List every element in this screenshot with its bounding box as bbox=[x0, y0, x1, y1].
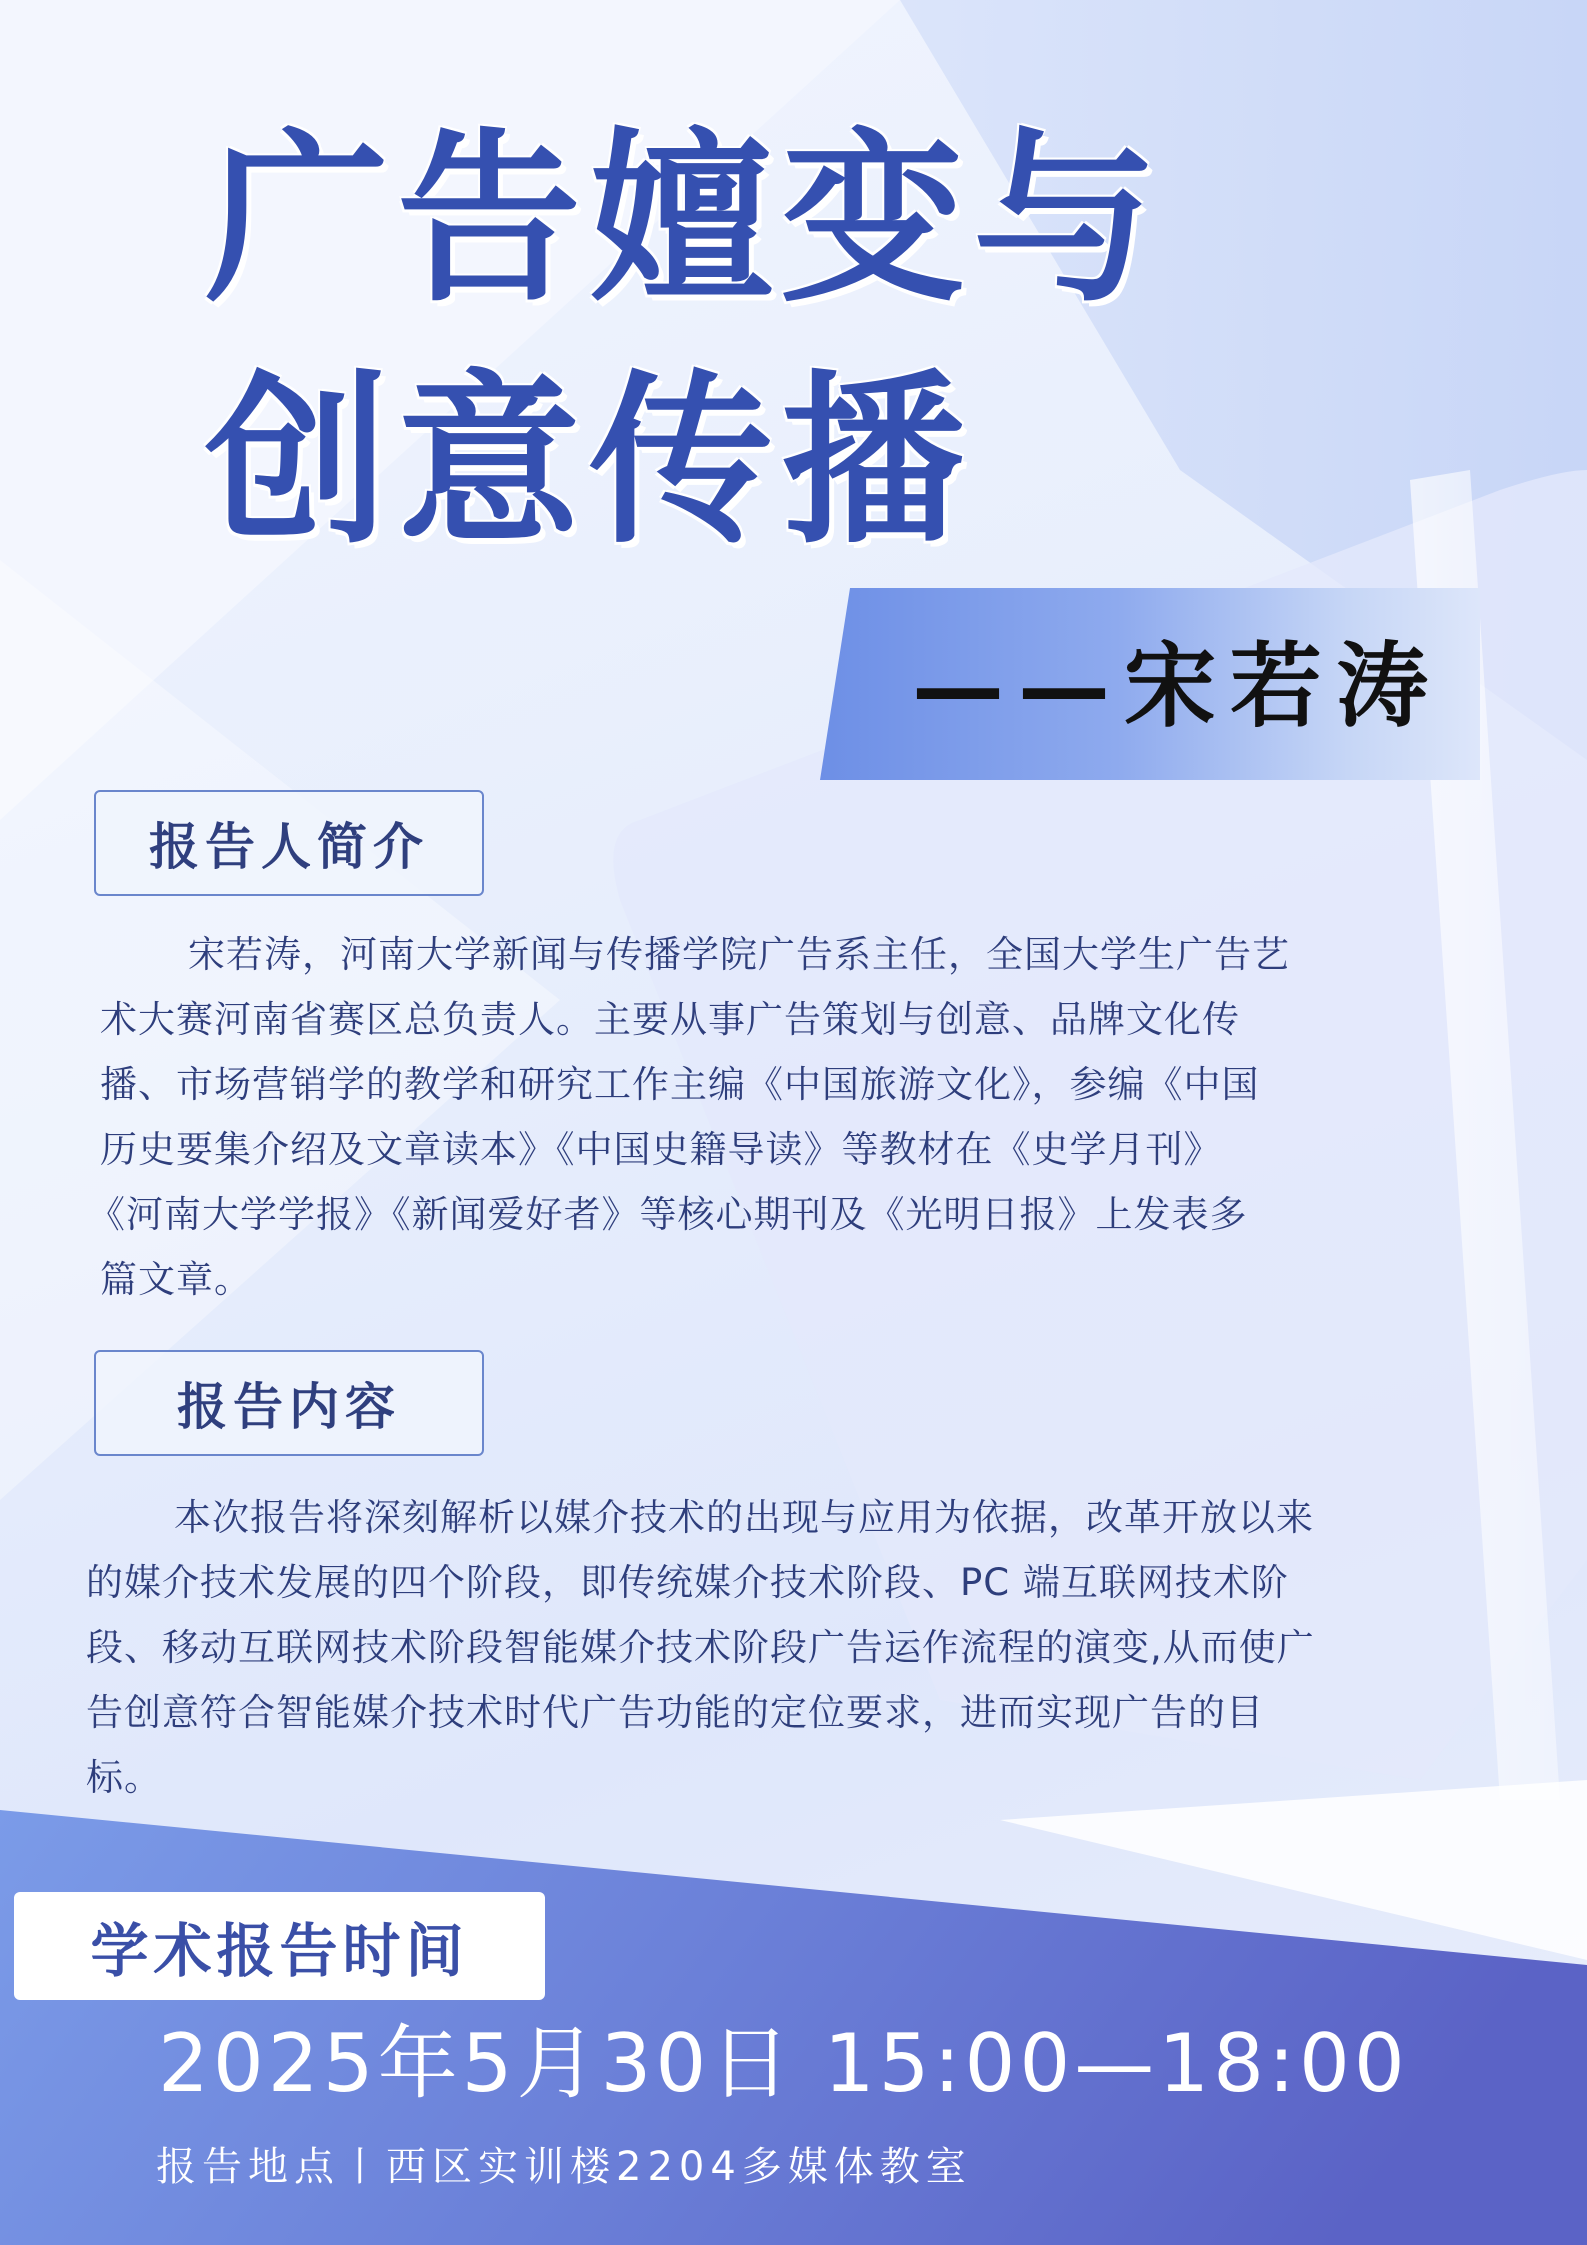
author-name: ——宋若涛 bbox=[912, 632, 1443, 740]
speaker-intro-line: 术大赛河南省赛区总负责人。主要从事广告策划与创意、品牌文化传 bbox=[100, 998, 1240, 1041]
speaker-intro-line: 宋若涛，河南大学新闻与传播学院广告系主任，全国大学生广告艺 bbox=[188, 933, 1290, 976]
title-line-2: 创意传播 bbox=[205, 355, 974, 569]
speaker-intro-heading: 报告人简介 bbox=[149, 817, 429, 876]
schedule-location: 报告地点丨西区实训楼2204多媒体教室 bbox=[156, 2144, 972, 2190]
report-content-heading-box bbox=[94, 1350, 484, 1456]
speaker-intro-line: 历史要集介绍及文章读本》《中国史籍导读》等教材在《史学月刊》 bbox=[100, 1128, 1222, 1171]
report-content-text bbox=[86, 1485, 1496, 1810]
report-content-line: 的媒介技术发展的四个阶段，即传统媒介技术阶段、PC 端互联网技术阶 bbox=[86, 1561, 1289, 1604]
report-content-heading: 报告内容 bbox=[177, 1377, 401, 1436]
schedule-label: 学术报告时间 bbox=[90, 1917, 469, 1985]
schedule-label-box bbox=[14, 1892, 545, 2000]
report-content-line: 标。 bbox=[86, 1756, 162, 1799]
speaker-intro-line: 篇文章。 bbox=[100, 1258, 252, 1301]
report-content-line: 段、移动互联网技术阶段智能媒介技术阶段广告运作流程的演变,从而使广 bbox=[86, 1626, 1315, 1669]
speaker-intro-line: 播、市场营销学的教学和研究工作主编《中国旅游文化》，参编《中国 bbox=[100, 1063, 1260, 1106]
schedule-datetime: 2025年5月30日 15:00—18:00 bbox=[158, 2017, 1409, 2110]
speaker-intro-line: 《河南大学学报》《新闻爱好者》等核心期刊及《光明日报》上发表多 bbox=[88, 1193, 1248, 1236]
title-line-1: 广告嬗变与 bbox=[205, 113, 1166, 327]
report-content-line: 本次报告将深刻解析以媒介技术的出现与应用为依据，改革开放以来 bbox=[174, 1496, 1314, 1539]
speaker-intro-heading-box bbox=[94, 790, 484, 896]
report-content-line: 告创意符合智能媒介技术时代广告功能的定位要求，进而实现广告的目 bbox=[86, 1691, 1264, 1734]
speaker-intro-text bbox=[88, 922, 1485, 1312]
